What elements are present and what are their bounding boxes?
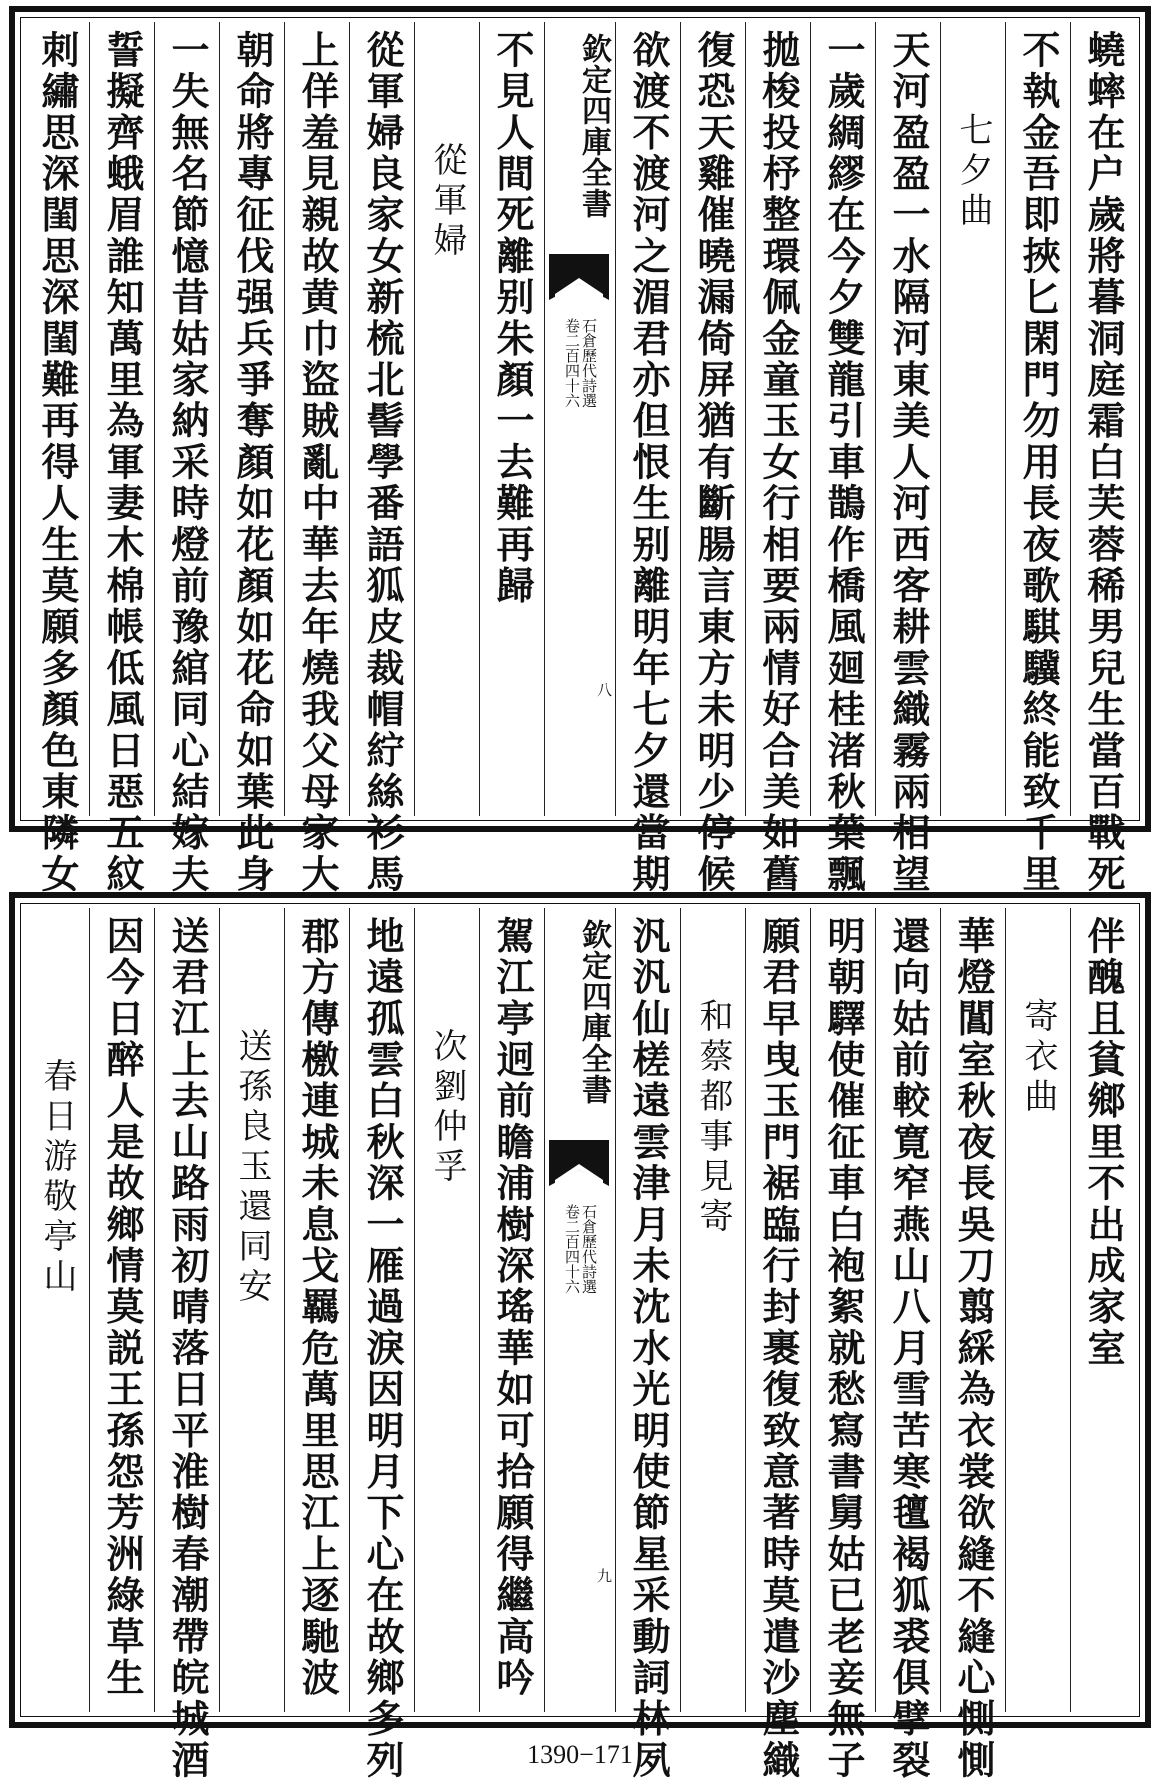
text-column <box>154 908 219 1781</box>
text-column <box>154 22 219 896</box>
poem-title: 送孫良玉還同安 <box>232 1028 272 1308</box>
title-column <box>219 908 284 1712</box>
verse-line: 刺繡思深閨思深閨難再得人生莫願多顏色東隣女 <box>35 30 80 896</box>
poem-title: 寄衣曲 <box>1018 998 1058 1118</box>
text-column <box>940 908 1005 1781</box>
verse-line: 從軍婦良家女新梳北髻學番語狐皮裁帽紵絲衫馬 <box>360 30 405 896</box>
text-column <box>284 908 349 1712</box>
text-column <box>615 908 680 1781</box>
volume-info <box>545 1204 615 1294</box>
text-column <box>1070 22 1135 896</box>
title-column <box>25 908 89 1712</box>
text-column <box>479 22 544 816</box>
page-number: 1390−171 <box>527 1740 633 1769</box>
text-column <box>875 908 940 1781</box>
verse-line: 一失無名節憶昔姑家納采時燈前豫綰同心結嫁夫 <box>165 30 210 896</box>
verse-line: 拋梭投杼整環佩金童玉女行相要兩情好合美如舊 <box>756 30 801 896</box>
verse-line: 願君早曳玉門裾臨行封裹復致意著時莫遣沙塵織 <box>756 916 801 1781</box>
center-banner <box>544 22 615 816</box>
text-column <box>1005 22 1070 896</box>
verse-line: 上佯羞見親故黄巾盜賊亂中華去年燒我父母家大 <box>295 30 340 896</box>
verse-line: 誓擬齊蛾眉誰知萬里為軍妻木棉帳低風日惡五紋 <box>100 30 145 896</box>
text-column <box>745 22 810 896</box>
verse-line: 不執金吾即挾匕閑門勿用長夜歌騏驥終能致千里 <box>1016 30 1061 896</box>
text-column <box>89 22 154 896</box>
poem-title: 春日游敬亭山 <box>37 1058 77 1298</box>
library-title: 欽定四庫全書 <box>576 33 611 219</box>
verse-line: 一歲綢繆在今夕雙龍引車鵲作橋風廻桂渚秋葉飄 <box>821 30 866 896</box>
volume-number: 卷二百四十六 <box>563 318 581 408</box>
center-banner <box>544 908 615 1712</box>
fishtail-mark-icon <box>549 1140 609 1186</box>
title-column <box>1005 908 1070 1712</box>
text-column <box>680 22 745 896</box>
text-column <box>810 22 875 896</box>
poem-title: 從軍婦 <box>427 142 467 262</box>
verse-line: 欲渡不渡河之湄君亦但恨生别離明年七夕還當期 <box>626 30 671 896</box>
text-column <box>745 908 810 1781</box>
verse-line: 明朝驛使催征車白袍絮就愁寫書舅姑已老妾無子 <box>821 916 866 1781</box>
text-column <box>219 22 284 896</box>
verse-line: 伴醜且貧鄉里不出成家室 <box>1081 916 1126 1370</box>
text-column <box>615 22 680 896</box>
verse-line: 蟯蟀在户歲將暮洞庭霜白芙蓉稀男兒生當百戰死 <box>1081 30 1126 896</box>
verse-line: 不見人間死離别朱顏一去難再歸 <box>490 30 535 607</box>
text-column <box>349 22 414 896</box>
text-column <box>1070 908 1135 1712</box>
text-column <box>284 22 349 896</box>
library-title: 欽定四庫全書 <box>576 919 611 1105</box>
title-column <box>414 22 479 816</box>
text-column <box>349 908 414 1781</box>
upper-page <box>9 6 1151 896</box>
title-column <box>680 908 745 1712</box>
verse-line: 郡方傳檄連城未息戈羈危萬里思江上逐馳波 <box>295 916 340 1699</box>
verse-line: 復恐天雞催曉漏倚屏猶有斷腸言東方未明少停候 <box>691 30 736 896</box>
verse-line: 因今日醉人是故鄉情莫説王孫怨芳洲綠草生 <box>100 916 145 1699</box>
text-column <box>89 908 154 1712</box>
verse-line: 駕江亭迥前瞻浦樹深瑤華如可拾願得繼高吟 <box>490 916 535 1699</box>
text-column <box>875 22 940 896</box>
verse-line: 朝命將專征伐强兵爭奪顏如花顏如花命如葉此身 <box>230 30 275 896</box>
book-title: 石倉歷代詩選 <box>580 318 598 408</box>
text-column <box>25 22 89 896</box>
upper-page-columns <box>25 22 1135 896</box>
verse-line: 還向姑前較寛窄燕山八月雪苦寒氊褐狐裘俱擘裂 <box>886 916 931 1781</box>
title-column <box>940 22 1005 816</box>
text-column <box>810 908 875 1781</box>
verse-line: 地遠孤雲白秋深一雁過淚因明月下心在故鄉多列 <box>360 916 405 1781</box>
poem-title: 次劉仲孚 <box>427 1028 467 1188</box>
text-column <box>479 908 544 1712</box>
leaf-number: 九 <box>595 1568 613 1583</box>
verse-line: 送君江上去山路雨初晴落日平淮樹春潮帶皖城酒 <box>165 916 210 1781</box>
title-column <box>414 908 479 1712</box>
volume-info <box>545 318 615 408</box>
poem-title: 和蔡都事見寄 <box>693 998 733 1238</box>
verse-line: 汎汎仙槎遠雲津月未沈水光明使節星采動詞林夙 <box>626 916 671 1781</box>
book-title: 石倉歷代詩選 <box>580 1204 598 1294</box>
verse-line: 華燈閶室秋夜長吳刀翦綵為衣裳欲縫不縫心惻惻 <box>951 916 996 1781</box>
leaf-number: 八 <box>595 682 613 697</box>
verse-line: 天河盈盈一水隔河東美人河西客耕雲織霧兩相望 <box>886 30 931 896</box>
poem-title: 七夕曲 <box>953 112 993 232</box>
volume-number: 卷二百四十六 <box>563 1204 581 1294</box>
fishtail-mark-icon <box>549 254 609 300</box>
